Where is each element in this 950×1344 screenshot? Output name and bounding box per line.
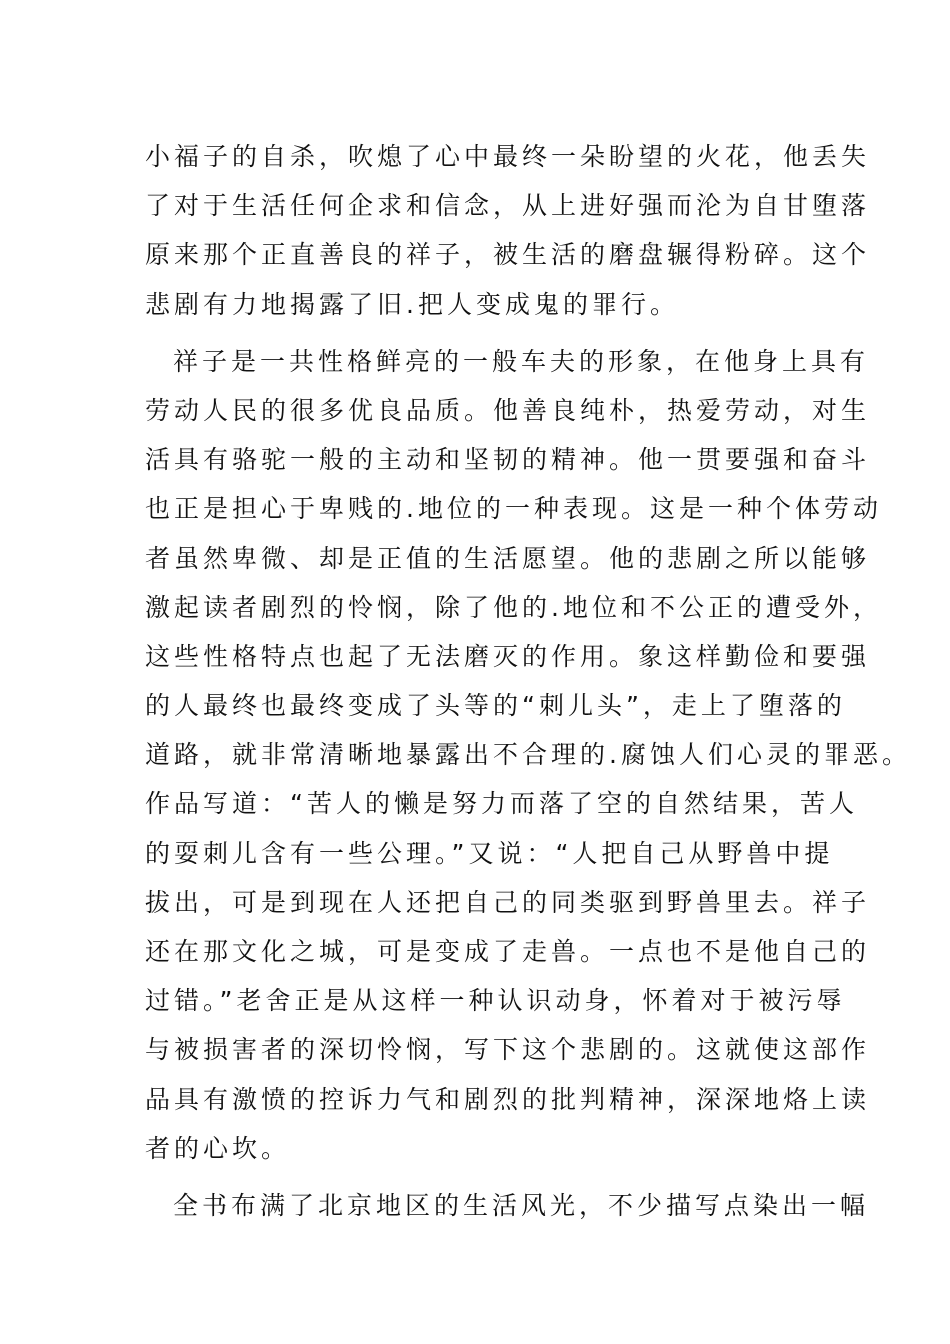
text-line: 了对于生活任何企求和信念，从上进好强而沦为自甘堕落 [145,191,871,221]
text-line: 还在那文化之城，可是变成了走兽。一点也不是他自己的 [145,937,871,966]
text-line: 劳动人民的很多优良品质。他善良纯朴，热爱劳动，对生 [145,395,871,425]
text-line: 活具有骆驼一般的主动和坚韧的精神。他一贯要强和奋斗 [145,445,871,475]
text-line: 拔出，可是到现在人还把自己的同类驱到野兽里去。祥子 [145,887,871,917]
paragraph-gap [145,1173,825,1181]
text-line: 悲剧有力地揭露了旧.把人变成鬼的罪行。 [145,289,679,319]
paragraph-gap [145,329,825,337]
text-line: 原来那个正直善良的祥子，被生活的磨盘辗得粉碎。这个 [145,240,871,270]
text-line: 者虽然卑微、却是正值的生活愿望。他的悲剧之所以能够 [145,543,871,573]
paragraph [145,132,871,329]
text-line: 与被损害者的深切怜悯，写下这个悲剧的。这就使这部作 [145,1035,871,1065]
text-line: 全书布满了北京地区的生活风光，不少描写点染出一幅 [173,1190,870,1220]
text-line: 激起读者剧烈的怜悯，除了他的.地位和不公正的遭受外， [145,592,882,622]
text-line: 也正是担心于卑贱的.地位的一种表现。这是一种个体劳动 [145,494,882,524]
text-line: 道路，就非常清晰地暴露出不合理的.腐蚀人们心灵的罪恶。 [145,740,911,770]
text-line: 过错。”老舍正是从这样一种认识动身，怀着对于被污辱 [145,986,846,1016]
text-line: 的人最终也最终变成了头等的“刺儿头”，走上了堕落的 [145,691,846,721]
paragraph [145,337,911,1173]
text-line: 的耍刺儿含有一些公理。”又说：“人把自己从野兽中提 [145,838,834,868]
text-line: 品具有激愤的控诉力气和剧烈的批判精神，深深地烙上读 [145,1084,871,1114]
text-line: 这些性格特点也起了无法磨灭的作用。象这样勤俭和要强 [145,641,871,671]
text-line: 作品写道：“苦人的懒是努力而落了空的自然结果，苦人 [145,789,858,819]
text-line: 祥子是一共性格鲜亮的一般车夫的形象，在他身上具有 [173,346,870,376]
paragraph [145,1181,870,1230]
body-text [145,132,911,1230]
text-line: 小福子的自杀，吹熄了心中最终一朵盼望的火花，他丢失 [145,142,871,171]
text-line: 者的心坎。 [145,1133,291,1163]
